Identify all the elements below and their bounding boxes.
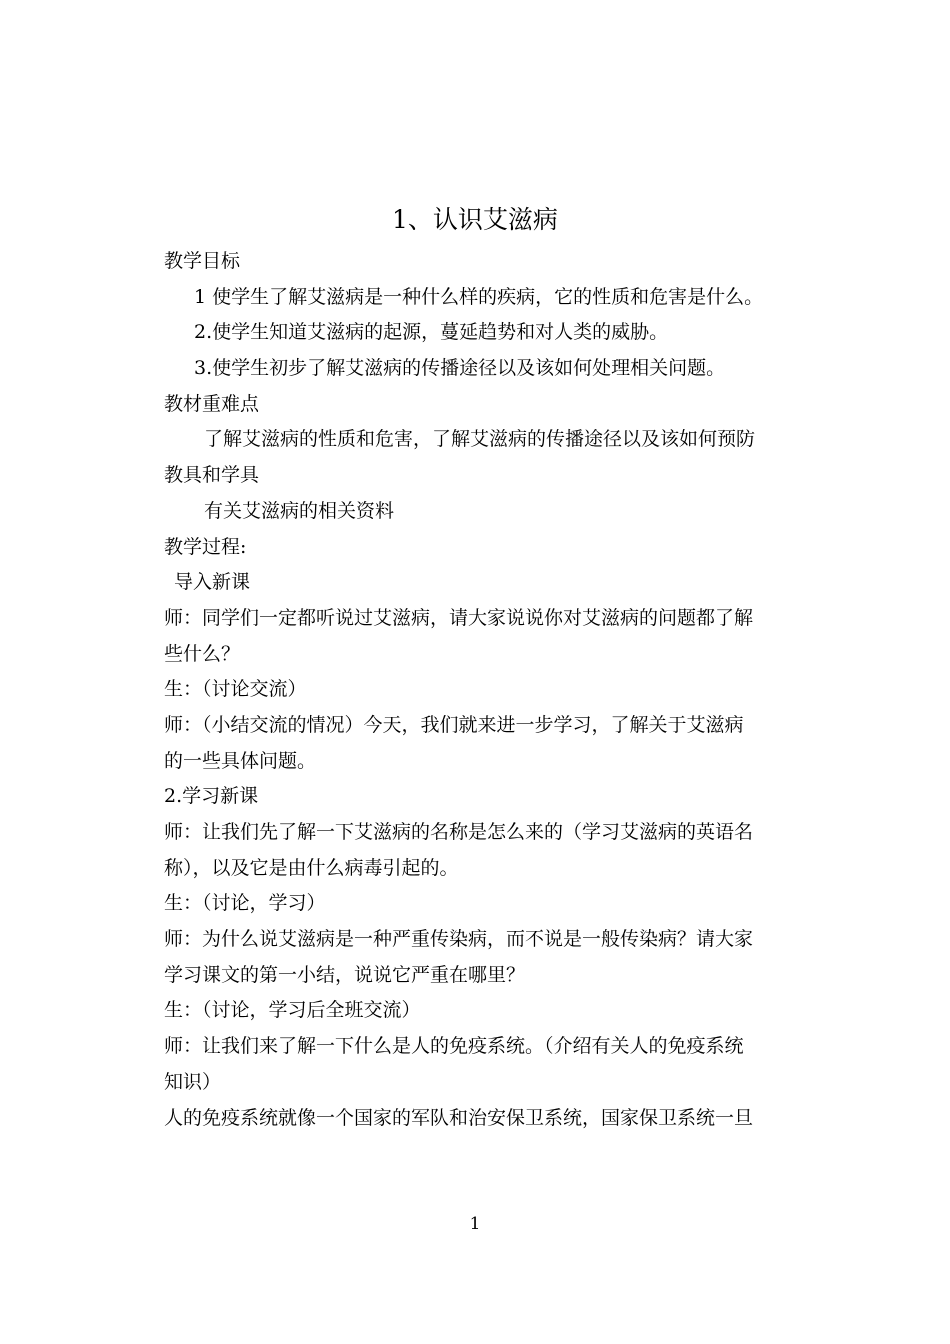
objective-item-1: 1 使学生了解艾滋病是一种什么样的疾病，它的性质和危害是什么。: [194, 285, 764, 308]
paragraph-line: 的一些具体问题。: [164, 749, 317, 772]
section-heading-key-points: 教材重难点: [164, 392, 260, 415]
page-title: 1、认识艾滋病: [392, 205, 558, 234]
materials-text: 有关艾滋病的相关资料: [204, 499, 395, 522]
paragraph-line: 师：同学们一定都听说过艾滋病，请大家说说你对艾滋病的问题都了解: [164, 606, 754, 629]
subheading-new-lesson: 2.学习新课: [164, 785, 259, 808]
paragraph-line: 生：（讨论，学习）: [164, 892, 326, 915]
subheading-introduction: 导入新课: [174, 571, 251, 594]
section-heading-materials: 教具和学具: [164, 464, 260, 487]
paragraph-line: 些什么？: [164, 642, 241, 665]
document-body: [164, 244, 794, 1136]
paragraph-line: 生：（讨论交流）: [164, 678, 307, 701]
paragraph-line: 师：为什么说艾滋病是一种严重传染病，而不说是一般传染病？请大家: [164, 928, 754, 951]
page-number: 1: [469, 1214, 481, 1234]
paragraph-line: 师：让我们来了解一下什么是人的免疫系统。（介绍有关人的免疫系统: [164, 1035, 744, 1058]
paragraph-line: 知识）: [164, 1070, 222, 1093]
objective-item-2: 2.使学生知道艾滋病的起源，蔓延趋势和对人类的威胁。: [194, 321, 669, 344]
paragraph-line: 称），以及它是由什么病毒引起的。: [164, 856, 459, 879]
paragraph-line: 学习课文的第一小结，说说它严重在哪里？: [164, 963, 526, 986]
paragraph-line: 师：（小结交流的情况）今天，我们就来进一步学习，了解关于艾滋病: [164, 713, 744, 736]
paragraph-line: 师：让我们先了解一下艾滋病的名称是怎么来的（学习艾滋病的英语名: [164, 821, 754, 843]
paragraph-line: 生：（讨论，学习后全班交流）: [164, 999, 421, 1022]
key-points-text: 了解艾滋病的性质和危害，了解艾滋病的传播途径以及该如何预防: [204, 428, 756, 451]
paragraph-line: 人的免疫系统就像一个国家的军队和治安保卫系统，国家保卫系统一旦: [164, 1106, 754, 1129]
section-heading-process: 教学过程:: [164, 535, 247, 558]
objective-item-3: 3.使学生初步了解艾滋病的传播途径以及该如何处理相关问题。: [194, 357, 726, 380]
section-heading-objectives: 教学目标: [164, 250, 241, 272]
